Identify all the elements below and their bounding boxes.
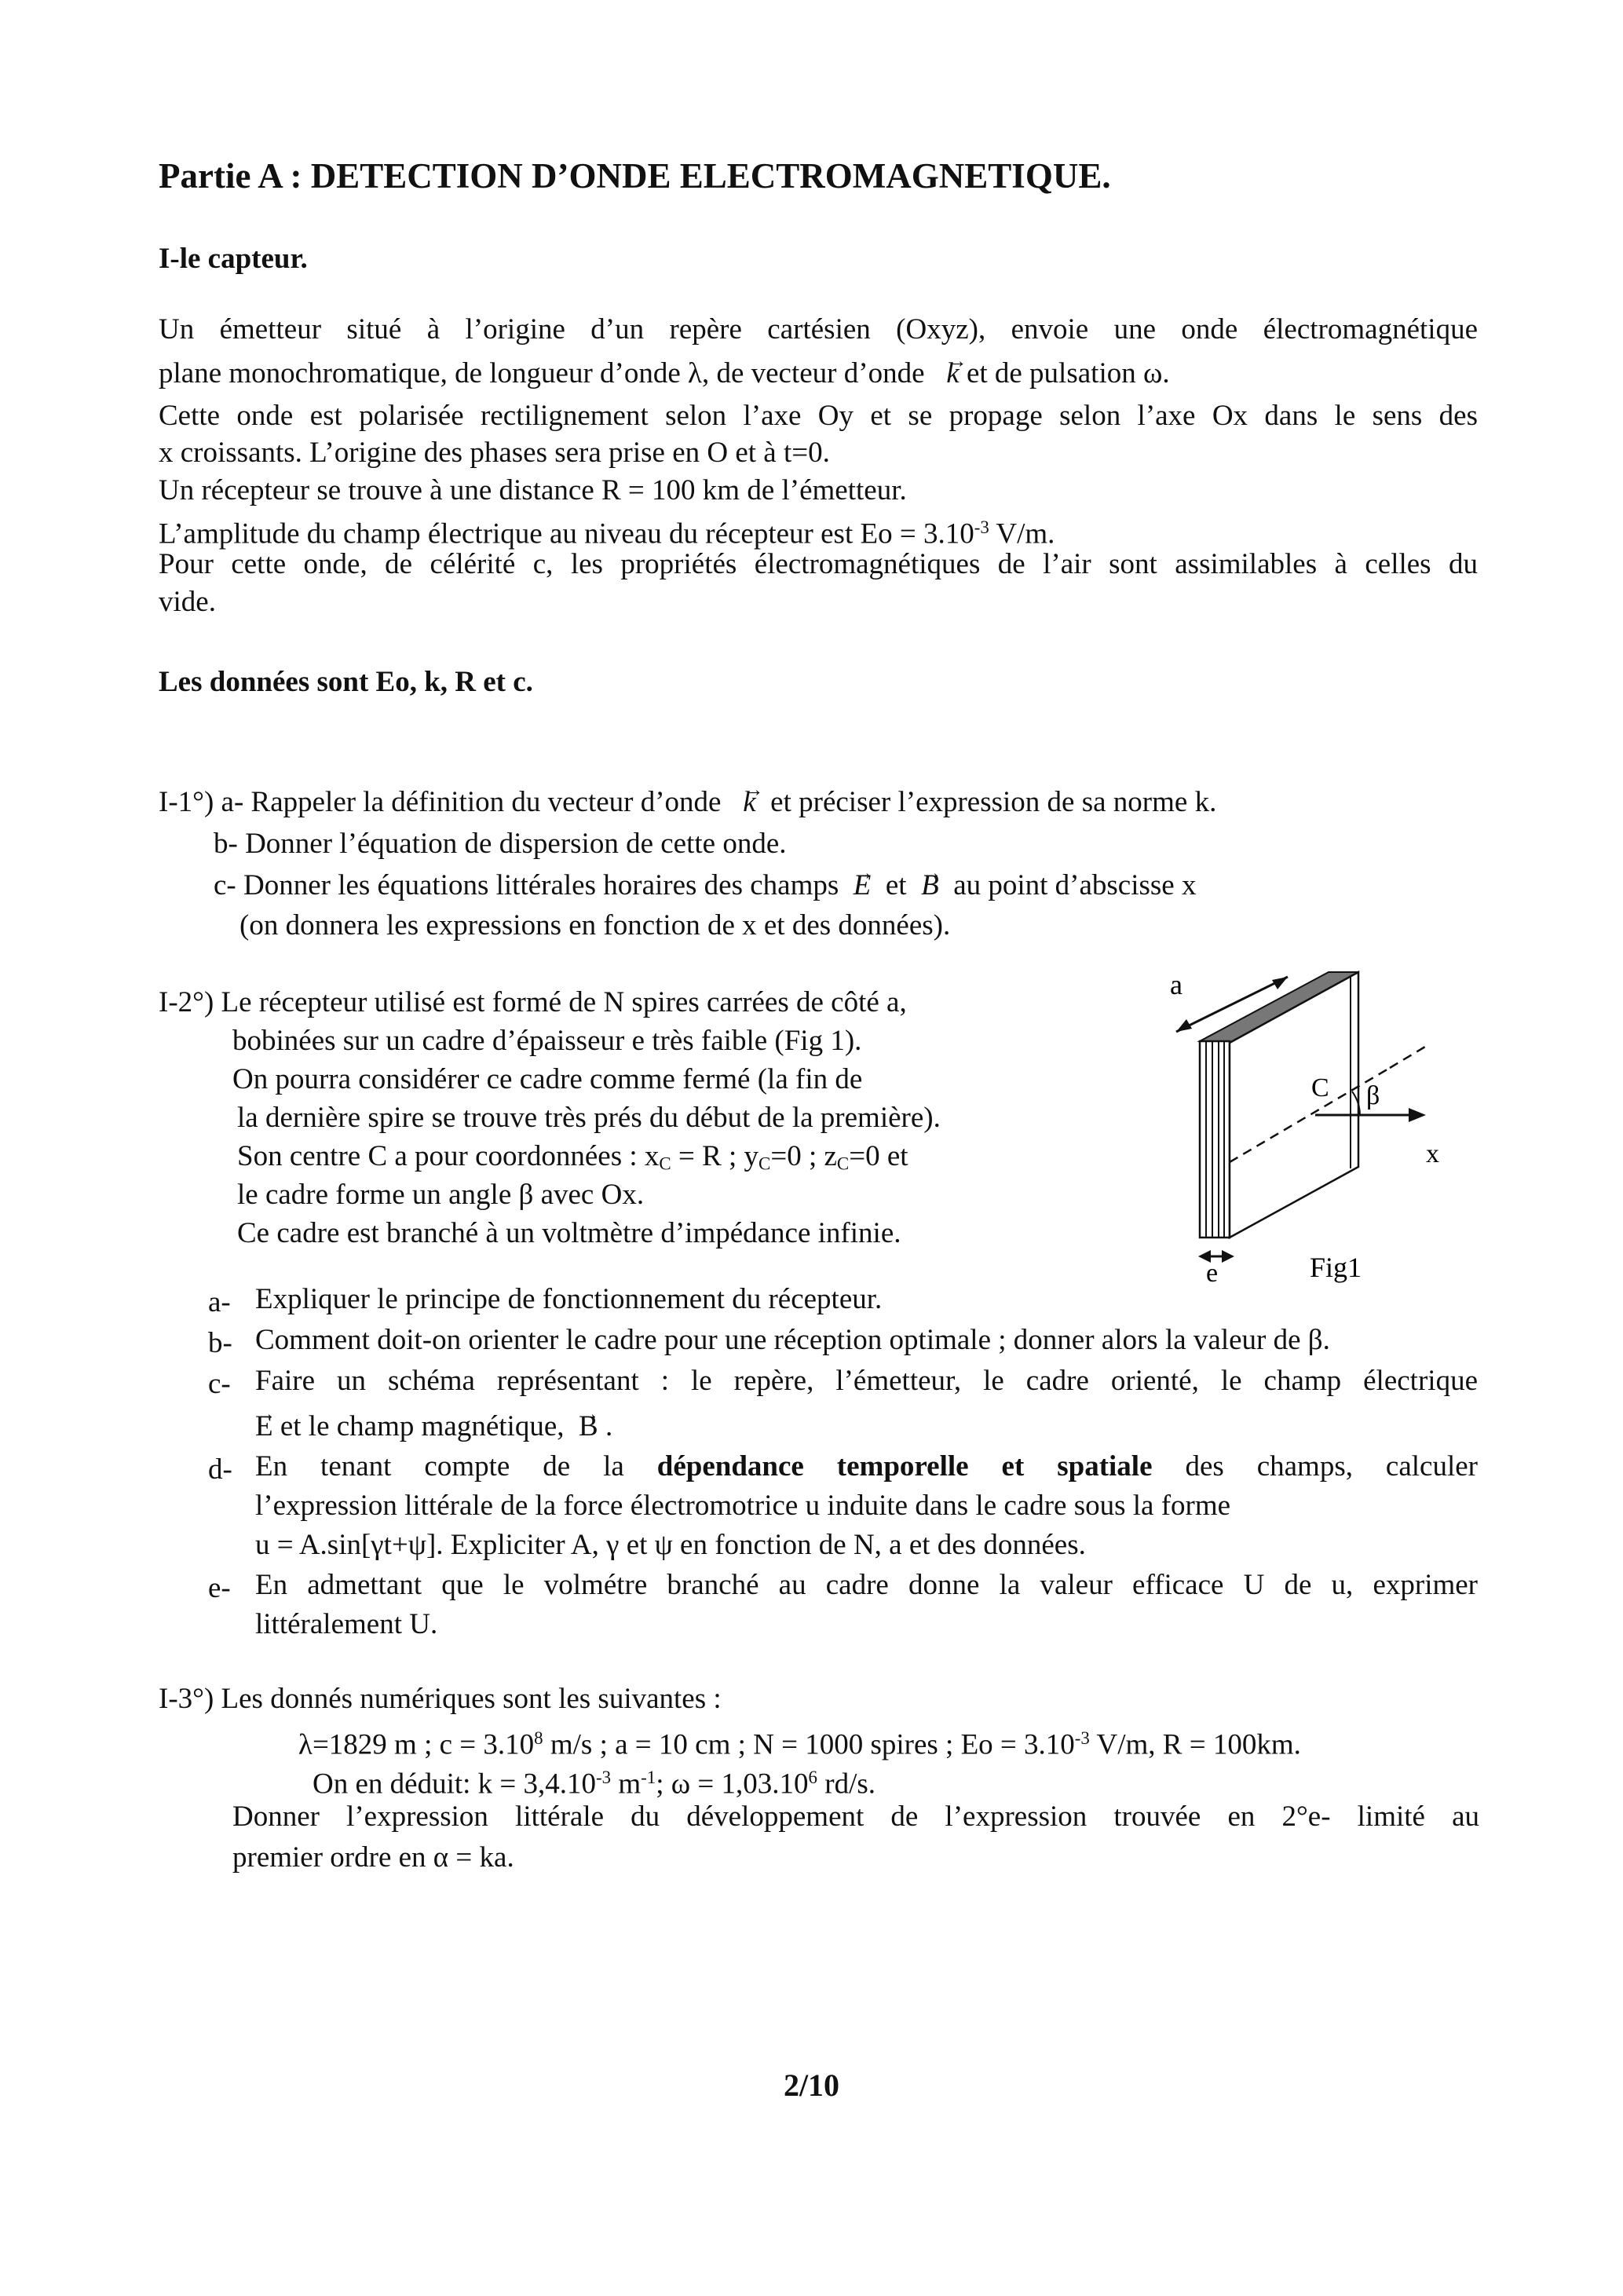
intro-line-5: Un récepteur se trouve à une distance R = 100 km de l’émetteur.	[159, 474, 907, 506]
q2-line-4: la dernière spire se trouve très prés du début de la première).	[237, 1102, 941, 1134]
q3-line-1: I-3°) Les donnés numériques sont les suivantes :	[159, 1683, 722, 1715]
q2-line-5: Son centre C a pour coordonnées : $x_C = R$ ; $y_C=0$ ; $z_C=0$ et	[237, 1140, 908, 1174]
item-d-text-3: u = A.sin[γt+ψ]. Expliciter A, γ et ψ en fonction de N, a et des données.	[255, 1529, 1086, 1561]
item-e-label: e-	[208, 1572, 231, 1604]
intro-line-3: Cette onde est polarisée rectilignement selon l’axe Oy et se propage selon l’axe Ox dans le sens des	[159, 400, 1478, 432]
item-c-label: c-	[208, 1368, 231, 1400]
frame-front	[1200, 1041, 1230, 1238]
q1-line-c: c- Donner les équations littérales horaires des champs → E et → B au point d’abscisse x	[214, 868, 1196, 903]
arrowhead-icon	[1272, 977, 1288, 989]
intro-line-2: plane monochromatique, de longueur d’onde λ, de vecteur d’onde → k et de pulsation ω.	[159, 356, 1170, 391]
q3-line-5: premier ordre en α = ka.	[232, 1841, 514, 1874]
frame-side	[1230, 972, 1358, 1238]
intro-line-7: Pour cette onde, de célérité c, les propriétés électromagnétiques de l’air sont assimilables à celles du	[159, 548, 1478, 580]
item-b-text: Comment doit-on orienter le cadre pour une réception optimale ; donner alors la valeur de β.	[255, 1324, 1330, 1356]
section-heading: I-le capteur.	[159, 243, 308, 275]
q3-line-2: λ=1829 m ; $c = 3.10^8$ m/s ; a = 10 cm ; N = 1000 spires ; $Eo = 3.10^{-3}$ V/m, R = 100km.	[298, 1728, 1301, 1761]
figure-caption: Fig1	[1310, 1252, 1362, 1283]
intro-line-1: Un émetteur situé à l’origine d’un repère cartésien (Oxyz), envoie une onde électromagnétique	[159, 313, 1478, 345]
q1-line-a: I-1°) a- Rappeler la définition du vecteur d’onde → k et préciser l’expression de sa norme k.	[159, 785, 1216, 820]
label-beta: β	[1366, 1081, 1380, 1110]
arrowhead-icon	[1176, 1019, 1192, 1032]
q2-line-2: bobinées sur un cadre d’épaisseur e très faible (Fig 1).	[232, 1025, 862, 1057]
q2-label: I-2°)	[159, 986, 214, 1018]
item-d-label: d-	[208, 1453, 232, 1486]
q2-line-1: I-2°) Le récepteur utilisé est formé de N spires carrées de côté a,	[159, 986, 907, 1018]
intro-line-4: x croissants. L’origine des phases sera prise en O et à t=0.	[159, 437, 830, 469]
intro-line-6: L’amplitude du champ électrique au niveau du récepteur est $Eo = 3.10^{-3}$ V/m.	[159, 517, 1055, 550]
data-statement: Les données sont Eo, k, R et c.	[159, 666, 533, 698]
item-d-text-2: l’expression littérale de la force électromotrice u induite dans le cadre sous la forme	[255, 1490, 1231, 1522]
q3-label: I-3°)	[159, 1683, 214, 1715]
item-e-text-2: littéralement U.	[255, 1608, 438, 1640]
label-e: e	[1206, 1259, 1219, 1286]
item-c-text-1: Faire un schéma représentant : le repère, l’émetteur, le cadre orienté, le champ électrique	[255, 1365, 1478, 1397]
arrowhead-icon	[1409, 1108, 1426, 1122]
item-c-text-2: → E et le champ magnétique, → B .	[255, 1409, 612, 1444]
label-x: x	[1426, 1139, 1439, 1168]
item-d-text-1: En tenant compte de la dépendance temporelle et spatiale des champs, calculer	[255, 1450, 1479, 1483]
q1-line-b: b- Donner l’équation de dispersion de cette onde.	[214, 828, 787, 860]
intro-line-8: vide.	[159, 586, 216, 618]
q2-line-7: Ce cadre est branché à un voltmètre d’impédance infinie.	[237, 1217, 901, 1249]
q3-line-3: On en déduit: $k = 3,4.10^{-3}$ $m^{-1}$; $\omega = 1,03.10^6$ rd/s.	[313, 1768, 875, 1801]
item-b-label: b-	[208, 1327, 232, 1359]
item-a-label: a-	[208, 1286, 231, 1318]
q2-line-6: le cadre forme un angle β avec Ox.	[237, 1179, 645, 1211]
page-title: Partie A : DETECTION D’ONDE ELECTROMAGNETIQUE.	[159, 156, 1111, 196]
label-a: a	[1170, 969, 1183, 1000]
item-a-text: Expliquer le principe de fonctionnement du récepteur.	[255, 1283, 883, 1315]
q1-label: I-1°)	[159, 786, 214, 818]
page-number: 2/10	[783, 2067, 840, 2103]
item-e-text-1: En admettant que le volmétre branché au cadre donne la valeur efficace U de u, exprimer	[255, 1569, 1478, 1601]
q3-line-4: Donner l’expression littérale du développement de l’expression trouvée en 2°e- limité au	[232, 1801, 1479, 1833]
label-c: C	[1311, 1073, 1329, 1102]
q2-line-3: On pourra considérer ce cadre comme fermé (la fin de	[232, 1063, 863, 1095]
q1-line-c2: (on donnera les expressions en fonction de x et des données).	[239, 909, 951, 941]
wave-vector-k: → k	[946, 356, 959, 391]
arrowhead-icon	[1222, 1250, 1234, 1263]
figure-1	[1154, 956, 1500, 1286]
